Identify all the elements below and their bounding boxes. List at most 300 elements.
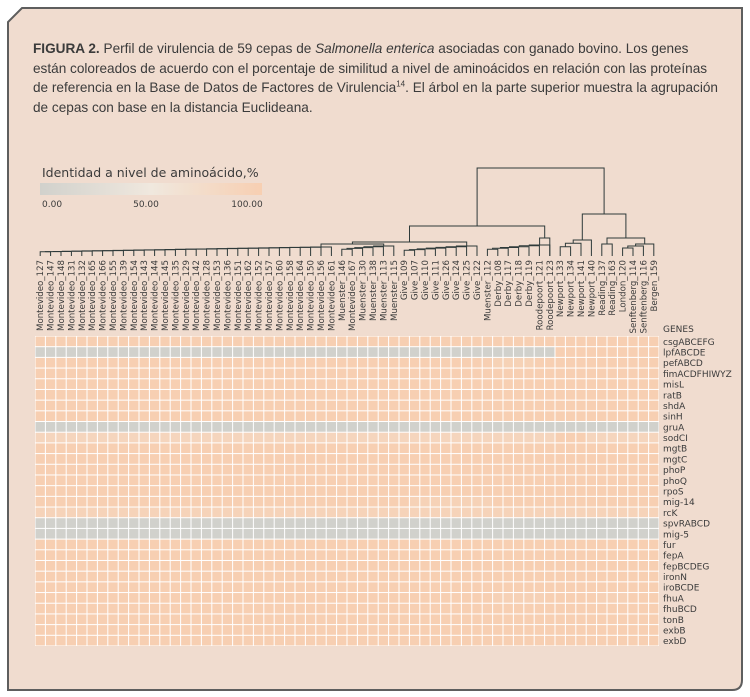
heatmap-cell <box>67 550 76 560</box>
heatmap-cell <box>420 390 429 400</box>
heatmap-cell <box>212 561 221 571</box>
strain-label: Muenster_138 <box>369 260 379 321</box>
heatmap-cell <box>254 379 263 389</box>
heatmap-cell <box>129 497 138 507</box>
gene-label: rpoS <box>663 487 684 498</box>
heatmap-cell <box>129 550 138 560</box>
heatmap-cell <box>389 550 398 560</box>
heatmap-cell <box>576 475 585 485</box>
heatmap-cell <box>140 433 149 443</box>
heatmap-cell <box>649 593 658 603</box>
heatmap-cell <box>358 337 367 347</box>
heatmap-cell <box>524 443 533 453</box>
heatmap-cell <box>524 625 533 635</box>
heatmap-cell <box>150 358 159 368</box>
heatmap-cell <box>98 390 107 400</box>
heatmap-cell <box>410 604 419 614</box>
heatmap-cell <box>504 411 513 421</box>
heatmap-cell <box>233 508 242 518</box>
heatmap-cell <box>192 614 201 624</box>
heatmap-cell <box>254 518 263 528</box>
heatmap-cell <box>296 379 305 389</box>
gene-labels <box>663 325 732 647</box>
heatmap-cell <box>410 529 419 539</box>
heatmap-cell <box>129 465 138 475</box>
heatmap-cell <box>514 411 523 421</box>
gene-label: gruA <box>663 423 685 434</box>
heatmap-cell <box>400 369 409 379</box>
heatmap-cell <box>628 540 637 550</box>
heatmap-cell <box>275 582 284 592</box>
heatmap-cell <box>129 486 138 496</box>
heatmap-cell <box>212 358 221 368</box>
heatmap-cell <box>400 572 409 582</box>
heatmap-cell <box>420 347 429 357</box>
heatmap-cell <box>202 347 211 357</box>
heatmap-cell <box>400 550 409 560</box>
heatmap-cell <box>160 443 169 453</box>
heatmap-cell <box>576 636 585 646</box>
heatmap-cell <box>576 390 585 400</box>
heatmap-cell <box>67 443 76 453</box>
heatmap-cell <box>368 475 377 485</box>
heatmap-cell <box>628 582 637 592</box>
heatmap-cell <box>244 486 253 496</box>
heatmap-cell <box>441 518 450 528</box>
heatmap-cell <box>410 347 419 357</box>
heatmap-cell <box>56 379 65 389</box>
heatmap-cell <box>244 497 253 507</box>
heatmap-cell <box>545 379 554 389</box>
heatmap-cell <box>160 454 169 464</box>
heatmap-cell <box>202 508 211 518</box>
heatmap-cell <box>150 337 159 347</box>
heatmap-cell <box>98 486 107 496</box>
heatmap-cell <box>504 347 513 357</box>
heatmap-cell <box>223 390 232 400</box>
legend-tick: 100.00 <box>231 200 263 210</box>
heatmap-cell <box>264 582 273 592</box>
heatmap-cell <box>649 379 658 389</box>
heatmap-cell <box>67 390 76 400</box>
heatmap-cell <box>348 422 357 432</box>
heatmap-cell <box>192 561 201 571</box>
heatmap-cell <box>608 614 617 624</box>
heatmap-cell <box>431 636 440 646</box>
heatmap-cell <box>98 497 107 507</box>
heatmap-cell <box>337 518 346 528</box>
heatmap-cell <box>358 561 367 571</box>
heatmap-cell <box>233 433 242 443</box>
heatmap-cell <box>140 540 149 550</box>
heatmap-cell <box>472 337 481 347</box>
heatmap-cell <box>254 604 263 614</box>
heatmap-cell <box>56 614 65 624</box>
heatmap-cell <box>368 614 377 624</box>
heatmap-cell <box>420 411 429 421</box>
heatmap-cell <box>306 337 315 347</box>
heatmap-cell <box>483 433 492 443</box>
heatmap-cell <box>46 422 55 432</box>
heatmap-cell <box>649 486 658 496</box>
heatmap-cell <box>181 529 190 539</box>
heatmap-cell <box>119 572 128 582</box>
heatmap-cell <box>493 625 502 635</box>
heatmap-cell <box>431 347 440 357</box>
heatmap-cell <box>597 379 606 389</box>
heatmap-cell <box>275 550 284 560</box>
heatmap-cell <box>514 433 523 443</box>
heatmap-cell <box>566 443 575 453</box>
heatmap-cell <box>358 593 367 603</box>
genes-header: GENES <box>663 325 694 335</box>
heatmap-cell <box>129 636 138 646</box>
heatmap-cell <box>649 625 658 635</box>
strain-label: Montevideo_157 <box>265 260 275 331</box>
heatmap-cell <box>88 572 97 582</box>
heatmap-cell <box>368 529 377 539</box>
heatmap-cell <box>431 401 440 411</box>
heatmap-cell <box>628 411 637 421</box>
heatmap-cell <box>212 497 221 507</box>
heatmap-cell <box>233 540 242 550</box>
heatmap-cell <box>285 475 294 485</box>
heatmap-cell <box>160 369 169 379</box>
heatmap-cell <box>462 443 471 453</box>
heatmap-cell <box>212 422 221 432</box>
heatmap-cell <box>254 497 263 507</box>
heatmap-cell <box>441 369 450 379</box>
heatmap-cell <box>410 475 419 485</box>
heatmap-cell <box>275 636 284 646</box>
dendrogram-branch <box>404 250 414 256</box>
heatmap-cell <box>472 454 481 464</box>
heatmap-cell <box>514 475 523 485</box>
heatmap-cell <box>119 369 128 379</box>
strain-label: Montevideo_167 <box>348 260 359 331</box>
heatmap-cell <box>452 422 461 432</box>
heatmap-cell <box>223 561 232 571</box>
heatmap-cell <box>649 561 658 571</box>
heatmap-cell <box>420 529 429 539</box>
heatmap-cell <box>160 337 169 347</box>
heatmap-cell <box>400 475 409 485</box>
heatmap-cell <box>264 486 273 496</box>
heatmap-cell <box>202 625 211 635</box>
heatmap-cell <box>493 433 502 443</box>
heatmap-cell <box>88 401 97 411</box>
heatmap-cell <box>98 379 107 389</box>
heatmap-cell <box>493 561 502 571</box>
strain-label: Senftenberg_114 <box>629 260 639 334</box>
heatmap-cell <box>254 508 263 518</box>
heatmap-cell <box>160 518 169 528</box>
heatmap-cell <box>77 433 86 443</box>
heatmap-cell <box>514 486 523 496</box>
heatmap-cell <box>358 379 367 389</box>
heatmap-cell <box>67 337 76 347</box>
heatmap-cell <box>483 390 492 400</box>
heatmap-cell <box>244 369 253 379</box>
heatmap-cell <box>576 422 585 432</box>
strain-label: Montevideo_150 <box>306 260 317 331</box>
heatmap-cell <box>327 582 336 592</box>
heatmap-cell <box>306 582 315 592</box>
heatmap-cell <box>233 572 242 582</box>
heatmap-cell <box>160 636 169 646</box>
heatmap-cell <box>514 508 523 518</box>
heatmap-cell <box>628 337 637 347</box>
heatmap-cell <box>524 508 533 518</box>
gene-label: phoP <box>663 466 686 477</box>
heatmap-cell <box>535 497 544 507</box>
heatmap-cell <box>556 358 565 368</box>
heatmap-cell <box>452 540 461 550</box>
heatmap-cell <box>306 593 315 603</box>
heatmap-cell <box>410 497 419 507</box>
heatmap-cell <box>535 561 544 571</box>
heatmap-cell <box>618 401 627 411</box>
heatmap-cell <box>181 443 190 453</box>
heatmap-cell <box>285 337 294 347</box>
gene-label: exbD <box>663 637 687 648</box>
heatmap-cell <box>254 561 263 571</box>
heatmap-cell <box>212 401 221 411</box>
heatmap-cell <box>285 443 294 453</box>
heatmap-cell <box>639 411 648 421</box>
heatmap-cell <box>327 358 336 368</box>
heatmap-cell <box>181 379 190 389</box>
heatmap-cell <box>264 379 273 389</box>
dendrogram-branch <box>53 252 71 257</box>
heatmap-cell <box>649 443 658 453</box>
heatmap-cell <box>108 625 117 635</box>
heatmap-cell <box>389 529 398 539</box>
heatmap-cell <box>140 465 149 475</box>
heatmap-cell <box>389 369 398 379</box>
heatmap-cell <box>98 540 107 550</box>
heatmap-cell <box>306 604 315 614</box>
heatmap-cell <box>639 433 648 443</box>
heatmap-cell <box>212 625 221 635</box>
heatmap-cell <box>327 454 336 464</box>
heatmap-cell <box>316 454 325 464</box>
heatmap-cell <box>566 625 575 635</box>
heatmap-cell <box>67 636 76 646</box>
heatmap-cell <box>441 625 450 635</box>
heatmap-cell <box>420 614 429 624</box>
heatmap-cell <box>348 625 357 635</box>
heatmap-cell <box>160 465 169 475</box>
heatmap-cell <box>337 401 346 411</box>
heatmap-cell <box>639 443 648 453</box>
heatmap-cell <box>244 572 253 582</box>
heatmap-cell <box>337 422 346 432</box>
strain-label: Give_110 <box>421 260 431 301</box>
heatmap-cell <box>140 422 149 432</box>
heatmap-cell <box>316 379 325 389</box>
heatmap-cell <box>441 465 450 475</box>
caption-text-end: . El árbol en la parte superior muestra la agrupación de cepas con base en la distancia Euclideana. <box>33 80 718 115</box>
heatmap-cell <box>316 497 325 507</box>
heatmap-cell <box>348 582 357 592</box>
heatmap-cell <box>649 433 658 443</box>
heatmap-cell <box>244 390 253 400</box>
heatmap-cell <box>296 518 305 528</box>
heatmap-cell <box>400 358 409 368</box>
heatmap-cell <box>618 475 627 485</box>
heatmap-cell <box>77 508 86 518</box>
heatmap-cell <box>504 443 513 453</box>
heatmap-cell <box>181 572 190 582</box>
heatmap-cell <box>88 465 97 475</box>
heatmap-cell <box>327 518 336 528</box>
heatmap-cell <box>88 379 97 389</box>
gene-label: csgABCEFG <box>663 337 715 348</box>
heatmap-cell <box>296 337 305 347</box>
heatmap-cell <box>462 529 471 539</box>
heatmap-cell <box>597 486 606 496</box>
heatmap-cell <box>119 550 128 560</box>
heatmap-cell <box>264 401 273 411</box>
heatmap-cell <box>379 540 388 550</box>
heatmap-cell <box>119 358 128 368</box>
heatmap-cell <box>337 540 346 550</box>
heatmap-cell <box>524 604 533 614</box>
heatmap-cell <box>275 614 284 624</box>
heatmap-cell <box>618 518 627 528</box>
strain-label: Reading_163 <box>608 260 619 316</box>
heatmap-cell <box>649 390 658 400</box>
heatmap-cell <box>608 497 617 507</box>
heatmap-cell <box>348 550 357 560</box>
heatmap-cell <box>576 443 585 453</box>
heatmap-cell <box>327 465 336 475</box>
heatmap-cell <box>129 508 138 518</box>
heatmap-cell <box>441 561 450 571</box>
heatmap-cell <box>504 358 513 368</box>
heatmap-cell <box>597 358 606 368</box>
heatmap-cell <box>212 614 221 624</box>
heatmap-cell <box>77 465 86 475</box>
strain-label: Montevideo_144 <box>150 260 161 331</box>
heatmap-cell <box>452 636 461 646</box>
heatmap-cell <box>639 454 648 464</box>
heatmap-cell <box>472 561 481 571</box>
heatmap-cell <box>140 518 149 528</box>
heatmap-cell <box>223 540 232 550</box>
heatmap-cell <box>348 433 357 443</box>
heatmap-cell <box>649 508 658 518</box>
heatmap-cell <box>514 390 523 400</box>
heatmap-cell <box>587 337 596 347</box>
heatmap-cell <box>628 465 637 475</box>
heatmap-cell <box>556 390 565 400</box>
heatmap-cell <box>348 636 357 646</box>
heatmap-cell <box>410 614 419 624</box>
heatmap-cell <box>379 337 388 347</box>
heatmap-cell <box>400 454 409 464</box>
heatmap-cell <box>233 636 242 646</box>
heatmap-cell <box>119 390 128 400</box>
heatmap-cell <box>358 582 367 592</box>
heatmap-cell <box>223 411 232 421</box>
strain-label: Montevideo_148 <box>57 260 67 331</box>
heatmap-cell <box>67 358 76 368</box>
heatmap-cell <box>192 337 201 347</box>
heatmap-cell <box>150 508 159 518</box>
heatmap-cell <box>535 508 544 518</box>
dendrogram-branch <box>602 244 612 256</box>
heatmap-cell <box>410 443 419 453</box>
heatmap-cell <box>639 475 648 485</box>
heatmap-cell <box>77 347 86 357</box>
heatmap-cell <box>493 347 502 357</box>
heatmap-cell <box>46 529 55 539</box>
heatmap-cell <box>597 347 606 357</box>
heatmap-cell <box>628 390 637 400</box>
heatmap-cell <box>420 572 429 582</box>
heatmap-cell <box>67 454 76 464</box>
heatmap-cell <box>389 572 398 582</box>
heatmap-cell <box>472 636 481 646</box>
gene-label: mig-14 <box>663 498 695 509</box>
heatmap-cell <box>514 540 523 550</box>
gene-label: mig-5 <box>663 530 689 541</box>
heatmap-cell <box>535 582 544 592</box>
heatmap-cell <box>171 540 180 550</box>
heatmap-cell <box>608 358 617 368</box>
heatmap-cell <box>368 604 377 614</box>
heatmap-cell <box>129 433 138 443</box>
heatmap-cell <box>483 550 492 560</box>
heatmap-cell <box>556 465 565 475</box>
heatmap-cell <box>618 369 627 379</box>
heatmap-cell <box>420 604 429 614</box>
heatmap-cell <box>431 369 440 379</box>
heatmap-cell <box>410 465 419 475</box>
heatmap-cell <box>618 379 627 389</box>
heatmap-cell <box>171 508 180 518</box>
heatmap-cell <box>431 443 440 453</box>
heatmap-cell <box>514 369 523 379</box>
heatmap-cell <box>67 411 76 421</box>
heatmap-cell <box>275 572 284 582</box>
heatmap-cell <box>441 529 450 539</box>
heatmap-cell <box>514 604 523 614</box>
heatmap-cell <box>98 593 107 603</box>
heatmap-cell <box>108 572 117 582</box>
heatmap-cell <box>400 518 409 528</box>
heatmap-cell <box>192 486 201 496</box>
heatmap-cell <box>171 572 180 582</box>
heatmap-cell <box>296 390 305 400</box>
heatmap-cell <box>576 604 585 614</box>
heatmap-cell <box>181 454 190 464</box>
heatmap-cell <box>639 582 648 592</box>
heatmap-cell <box>67 475 76 485</box>
heatmap-cell <box>649 475 658 485</box>
heatmap-cell <box>587 369 596 379</box>
heatmap-cell <box>462 369 471 379</box>
heatmap-cell <box>608 401 617 411</box>
heatmap-cell <box>628 529 637 539</box>
heatmap-cell <box>285 550 294 560</box>
heatmap-cell <box>472 540 481 550</box>
heatmap-cell <box>108 540 117 550</box>
heatmap-cell <box>400 422 409 432</box>
heatmap-cell <box>524 518 533 528</box>
